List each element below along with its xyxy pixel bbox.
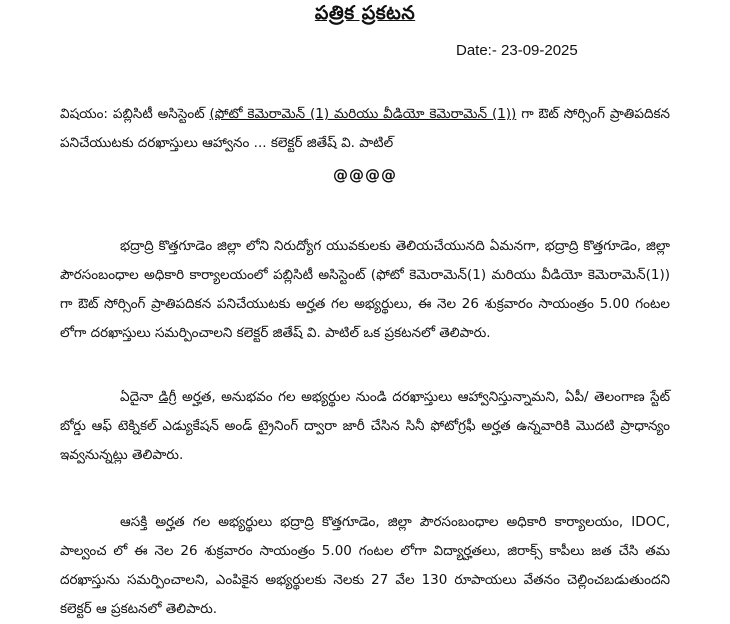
subject-line [60,100,670,158]
subject-prefix: విషయం: పబ్లిసిటీ అసిస్టెంట్ [60,106,210,122]
subject-position-detail: (ఫోటో కెమెరామెన్ (1) మరియు వీడియో కెమెరామెన్ (1)) [209,106,517,122]
subject-suffix: గా ఔట్ సోర్సింగ్ ప్రాతిపదికన పనిచేయుటకు దరఖాస్తులు ఆహ్వానం ... కలెక్టర్ జితేష్ వి. పాటిల్ [60,106,670,151]
section-separator: @@@@ [333,166,397,184]
release-date: Date:- 23-09-2025 [456,42,578,59]
body-paragraph-1: భద్రాద్రి కొత్తగూడెం జిల్లా లోని నిరుద్యోగ యువకులకు తెలియచేయునది ఏమనగా, భద్రాద్రి కొత్తగూడెం, జిల్లా పౌరసంబంధాల అధికారి కార్యాలయంలో పబ్లిసిటీ అసిస్టెంట్ (ఫోటో కెమెరామెన్(1) మరియు వీడియో కెమెరామెన్(1)) గా ఔట్ సోర్సింగ్ ప్రాతిపదికన పనిచేయుటకు అర్హత గల అభ్యర్థులు, ఈ నెల 26 శుక్రవారం సాయంత్రం 5.00 గంటల లోగా దరఖాస్తులు సమర్పించాలని కలెక్టర్ జితేష్ వి. పాటిల్ ఒక ప్రకటనలో తెలిపారు. [60,238,670,341]
body-paragraph-2 [60,383,670,470]
body-paragraph-3: ఆసక్తి అర్హత గల అభ్యర్థులు భద్రాద్రి కొత్తగూడెం, జిల్లా పౌరసంబంధాల అధికారి కార్యాలయం, IDOC, పాల్వంచ లో ఈ నెల 26 శుక్రవారం సాయంత్రం 5.00 గంటల లోగా విద్యార్హతలు, జిరాక్స్ కాపీలు జత చేసి తమ దరఖాస్తును సమర్పించాలని, ఎంపికైన అభ్యర్థులకు నెలకు 27 వేల 130 రూపాయలు వేతనం చెల్లించబడుతుందని కలెక్టర్ ఆ ప్రకటనలో తెలిపారు. [60,514,670,617]
page-title: పత్రిక ప్రకటన [314,2,416,24]
paragraph-2-rest: అర్హత, అనుభవం గల అభ్యర్థుల నుండి దరఖాస్తులు ఆహ్వానిస్తున్నామని, ఏపీ/ తెలంగాణ స్టేట్ బోర్డు ఆఫ్ టెక్నికల్ ఎడ్యుకేషన్ అండ్ ట్రైనింగ్ ద్వారా జారీ చేసిన సినీ ఫోటోగ్రఫీ అర్హత ఉన్నవారికి మొదటి ప్రాధాన్యం ఇవ్వనున్నట్లు తెలిపారు. [60,389,670,463]
degree-qualification: డిగ్రీ [158,389,177,405]
paragraph-2-lead: ఏదైనా [120,389,159,405]
